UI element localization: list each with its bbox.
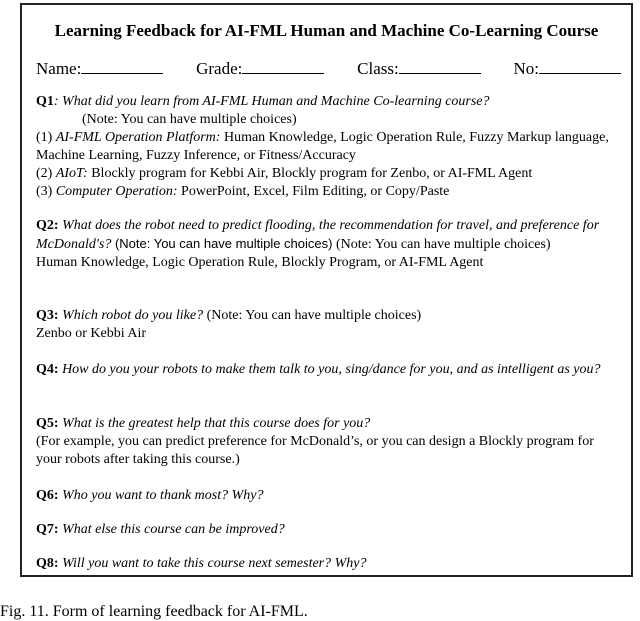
question-1: Q1: What did you learn from AI-FML Human and Machine Co-learning course? (Note: You can have multiple choices) (1) AI-FML Operation Platform: Human Knowledge, Logic Operation Rule, Fuzzy Markup language, Machine Learning, Fuzzy Inference, or Fitness/Accuracy (2) AIoT: Blockly program for Kebbi Air, Blockly program for Zenbo, or AI-FML Agent (3) Computer Operation: PowerPoint, Excel, Film Editing, or Copy/Paste (36, 94, 609, 199)
name-field[interactable]: Name: (36, 59, 163, 79)
class-field[interactable]: Class: (357, 59, 481, 79)
question-3: Q3: Which robot do you like? (Note: You can have multiple choices) Zenbo or Kebbi Air (36, 308, 422, 341)
grade-field[interactable]: Grade: (196, 59, 324, 79)
question-7: Q7: What else this course can be improved? (36, 522, 285, 537)
question-6: Q6: Who you want to thank most? Why? (36, 488, 264, 503)
figure-caption: Fig. 11. Form of learning feedback for AI-FML. (0, 603, 308, 620)
feedback-form (20, 3, 633, 577)
form-title: Learning Feedback for AI-FML Human and Machine Co-Learning Course (54, 21, 599, 40)
question-5: Q5: What is the greatest help that this course does for you? (For example, you can predict preference for McDonald’s, or you can design a Blockly program for your robots after taking this course.) (36, 416, 594, 467)
question-4: Q4: How do you your robots to make them talk to you, sing/dance for you, and as intelligent as you? (36, 362, 601, 377)
question-2: Q2: What does the robot need to predict flooding, the recommendation for travel, and preference for McDonald's? (Note: You can have multiple choices) (Note: You can have multiple choices) Human Knowledge, Logic Operation Rule, Blockly Program, or AI-FML Agent (36, 218, 600, 270)
no-field[interactable]: No: (514, 59, 622, 79)
question-8: Q8: Will you want to take this course next semester? Why? (36, 556, 367, 571)
student-fields (36, 59, 621, 79)
